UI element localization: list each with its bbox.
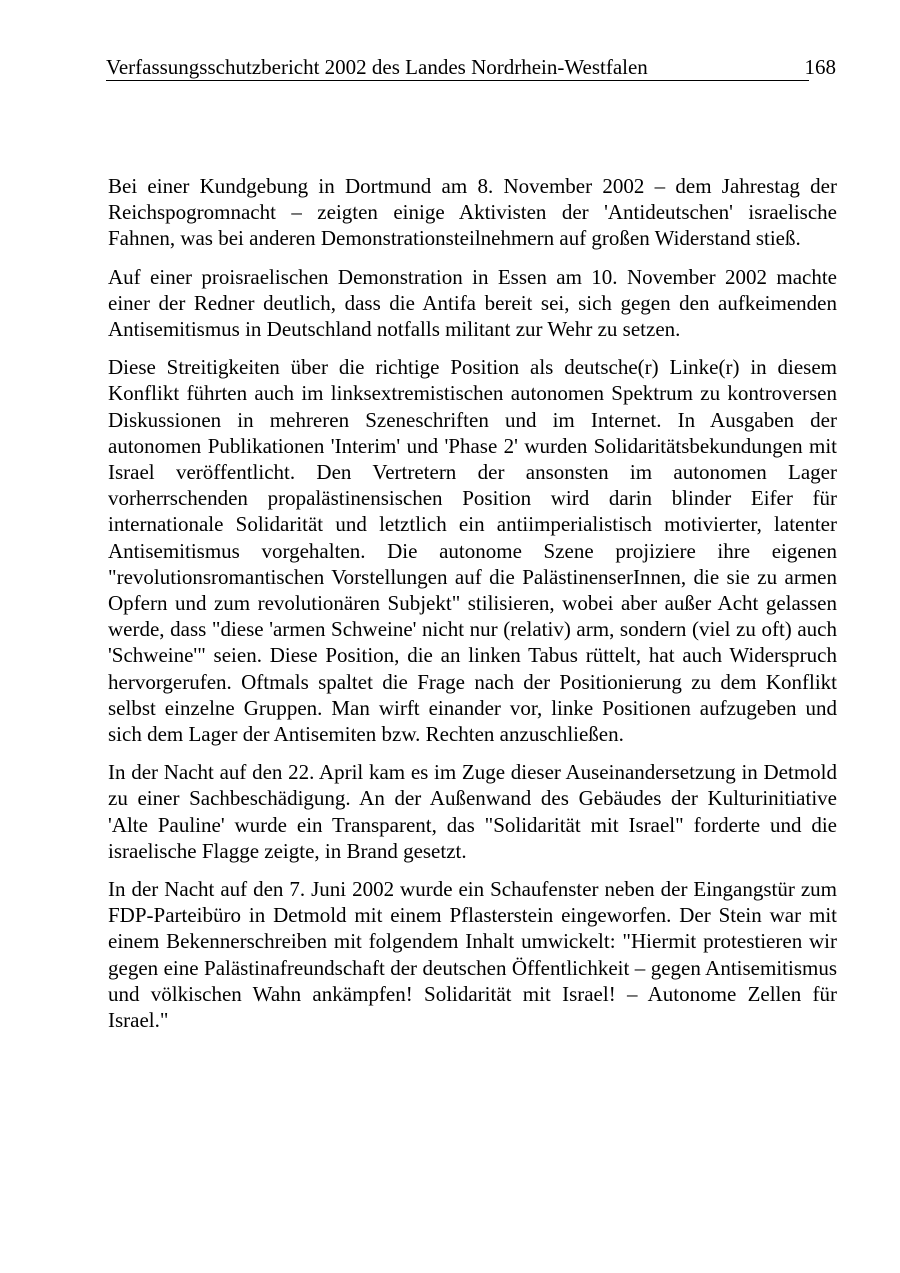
- paragraph-autonomous-debate: Diese Streitigkeiten über die richtige Position als deutsche(r) Linke(r) in diesem Konflikt führten auch im linksextremistischen autonomen Spektrum zu kontroversen Diskussionen in mehreren Szeneschriften und im Internet. In Ausgaben der autonomen Publikationen 'Interim' und 'Phase 2' wurden Solidaritätsbekundungen mit Israel veröffentlicht. Den Vertretern der ansonsten im autonomen Lager vorherrschenden propalästinensischen Position wird darin blinder Eifer für internationale Solidarität und letztlich ein antiimperialistisch motivierter, latenter Antisemitismus vorgehalten. Die autonome Szene projiziere ihre eigenen "revolutionsromantischen Vorstellungen auf die PalästinenserInnen, die sie zu armen Opfern und zum revolutionären Subjekt" stilisieren, wobei aber außer Acht gelassen werde, dass "diese 'armen Schweine' nicht nur (relativ) arm, sondern (viel zu oft) auch 'Schweine'" seien. Diese Position, die an linken Tabus rüttelt, hat auch Widerspruch hervorgerufen. Oftmals spaltet die Frage nach der Positionierung zu dem Konflikt selbst einzelne Gruppen. Man wirft einander vor, linke Positionen aufzugeben und sich dem Lager der Antisemiten bzw. Rechten anzuschließen.: [108, 355, 837, 747]
- paragraph-dortmund-rally: Bei einer Kundgebung in Dortmund am 8. November 2002 – dem Jahrestag der Reichspogromnacht – zeigten einige Aktivisten der 'Antideutschen' israelische Fahnen, was bei anderen Demonstrationsteilnehmern auf großen Widerstand stieß.: [108, 174, 837, 251]
- page-number: 168: [804, 55, 836, 79]
- header-divider: [106, 80, 809, 81]
- report-title: Verfassungsschutzbericht 2002 des Landes Nordrhein-Westfalen: [106, 55, 648, 79]
- paragraph-essen-demonstration: Auf einer proisraelischen Demonstration in Essen am 10. November 2002 machte einer der Redner deutlich, dass die Antifa bereit sei, sich gegen den aufkeimenden Antisemitismus in Deutschland notfalls militant zur Wehr zu setzen.: [108, 264, 837, 342]
- paragraph-detmold-window: In der Nacht auf den 7. Juni 2002 wurde ein Schaufenster neben der Eingangstür zum FDP-Parteibüro in Detmold mit einem Pflasterstein eingeworfen. Der Stein war mit einem Bekennerschreiben mit folgendem Inhalt umwickelt: "Hiermit protestieren wir gegen eine Palästinafreundschaft der deutschen Öffentlichkeit – gegen Antisemitismus und völkischen Wahn ankämpfen! Solidarität mit Israel! – Autonome Zellen für Israel.": [108, 877, 837, 1033]
- running-header: [106, 52, 836, 82]
- paragraph-detmold-arson: In der Nacht auf den 22. April kam es im Zuge dieser Auseinandersetzung in Detmold zu einer Sachbeschädigung. An der Außenwand des Gebäudes der Kulturinitiative 'Alte Pauline' wurde ein Transparent, das "Solidarität mit Israel" forderte und die israelische Flagge zeigte, in Brand gesetzt.: [108, 760, 837, 863]
- body-text: [108, 173, 837, 1045]
